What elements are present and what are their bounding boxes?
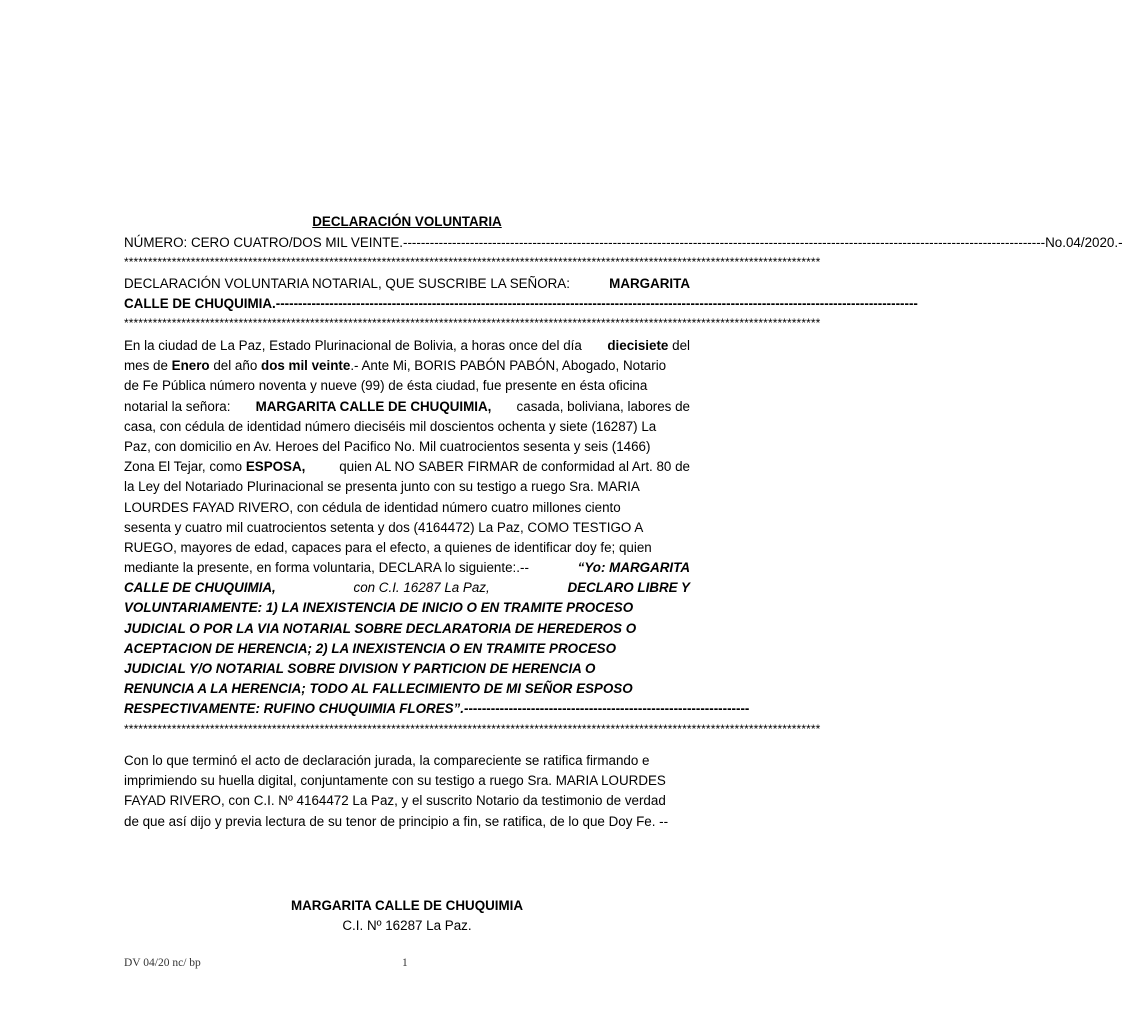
footer-reference: DV 04/20 nc/ bp xyxy=(124,957,201,969)
body-text: sesenta y cuatro mil cuatrocientos setenta y dos (4164472) La Paz, COMO TESTIGO A xyxy=(124,519,644,535)
declaration-line: ACEPTACION DE HERENCIA; 2) LA INEXISTENCIA O EN TRAMITE PROCESO xyxy=(124,640,617,656)
body-bold: ESPOSA, xyxy=(245,459,306,475)
stars-separator-3: ************************************************************************************************************************************************** xyxy=(124,721,821,736)
body-text: Zona El Tejar, como xyxy=(124,459,243,475)
body-line xyxy=(124,558,690,578)
body-line xyxy=(124,457,690,477)
signature-name: MARGARITA CALLE DE CHUQUIMIA xyxy=(290,898,524,913)
stars-separator-2: ************************************************************************************************************************************************** xyxy=(124,316,821,331)
body-text: la Ley del Notariado Plurinacional se presenta junto con su testigo a ruego Sra. MARIA xyxy=(124,479,640,495)
numero-block xyxy=(124,233,1123,271)
heading-name-2: CALLE DE CHUQUIMIA. xyxy=(124,296,276,312)
declaration-line: VOLUNTARIAMENTE: 1) LA INEXISTENCIA DE INICIO O EN TRAMITE PROCESO xyxy=(124,600,634,616)
body-text: casada, boliviana, labores de xyxy=(516,398,690,414)
body-bold: Enero xyxy=(171,358,210,374)
numero-ref: No.04/2020.- xyxy=(1045,235,1123,250)
body-bold: dos mil veinte xyxy=(261,358,351,374)
declaration-text: CALLE DE CHUQUIMIA, xyxy=(124,580,276,596)
body-line xyxy=(124,376,690,396)
body-text: mes de xyxy=(124,358,168,374)
heading-text: DECLARACIÓN VOLUNTARIA NOTARIAL, QUE SUSCRIBE LA SEÑORA: xyxy=(124,276,570,291)
body-text: LOURDES FAYAD RIVERO, con cédula de identidad número cuatro millones ciento xyxy=(124,499,621,515)
heading-block xyxy=(124,274,918,332)
body-line xyxy=(124,477,690,497)
closing-line: de que así dijo y previa lectura de su tenor de principio a fin, se ratifica, de lo que Doy Fe. -- xyxy=(124,813,669,829)
body-text: mediante la presente, en forma voluntaria, DECLARA lo siguiente:.-- xyxy=(124,560,529,576)
stars-separator-1: ************************************************************************************************************************************************** xyxy=(124,255,821,270)
declaration-text: DECLARO LIBRE Y xyxy=(567,580,690,596)
body-text: quien AL NO SABER FIRMAR de conformidad al Art. 80 de xyxy=(339,459,690,475)
signature-ci: C.I. Nº 16287 La Paz. xyxy=(342,918,472,933)
heading-dashes: ------------------------------------------------------------------------------------------------------------------------------------------------ xyxy=(275,296,918,312)
body-text: casa, con cédula de identidad número dieciséis mil doscientos ochenta y siete (16287) La xyxy=(124,418,657,434)
declaration-line: JUDICIAL O POR LA VIA NOTARIAL SOBRE DECLARATORIA DE HEREDEROS O xyxy=(124,620,637,636)
heading-line-1 xyxy=(124,274,690,294)
declaration-start: “Yo: MARGARITA xyxy=(577,560,690,576)
body-bold: diecisiete xyxy=(607,338,669,353)
body-text: .- Ante Mi, BORIS PABÓN PABÓN, Abogado, Notario xyxy=(350,358,667,374)
declaration-line: RESPECTIVAMENTE: RUFINO CHUQUIMIA FLORES”. ---------------------------------------------------------------- xyxy=(124,699,690,719)
document-title: DECLARACIÓN VOLUNTARIA xyxy=(312,214,502,229)
heading-name-1: MARGARITA xyxy=(609,276,690,291)
numero-line xyxy=(124,233,1123,253)
closing-paragraph xyxy=(124,751,690,832)
body-line xyxy=(124,578,690,598)
body-line xyxy=(124,356,690,376)
declaration-dashes: ---------------------------------------------------------------- xyxy=(463,701,750,717)
body-line xyxy=(124,417,690,437)
numero-text: NÚMERO: CERO CUATRO/DOS MIL VEINTE. xyxy=(124,235,403,250)
body-text: En la ciudad de La Paz, Estado Plurinacional de Bolivia, a horas once del día xyxy=(124,338,582,353)
body-paragraph xyxy=(124,336,821,738)
body-line xyxy=(124,437,690,457)
page-number: 1 xyxy=(402,957,408,969)
declaration-line: JUDICIAL Y/O NOTARIAL SOBRE DIVISION Y PARTICION DE HERENCIA O xyxy=(124,661,596,676)
body-text: del año xyxy=(213,358,258,374)
declaration-line: RENUNCIA A LA HERENCIA; TODO AL FALLECIMIENTO DE MI SEÑOR ESPOSO xyxy=(124,681,633,697)
body-line xyxy=(124,498,690,518)
body-text: del xyxy=(672,338,690,353)
body-text: notarial la señora: xyxy=(124,398,231,414)
body-line xyxy=(124,538,690,558)
closing-line: Con lo que terminó el acto de declaración jurada, la compareciente se ratifica firmando e xyxy=(124,753,650,768)
body-bold: MARGARITA CALLE DE CHUQUIMIA, xyxy=(255,398,492,414)
closing-line: FAYAD RIVERO, con C.I. Nº 4164472 La Paz, y el suscrito Notario da testimonio de verdad xyxy=(124,793,666,809)
body-line xyxy=(124,518,690,538)
numero-dashes: ------------------------------------------------------------------------------------------------------------------------------------------------ xyxy=(403,235,1046,250)
body-line xyxy=(124,397,690,417)
body-text: RUEGO, mayores de edad, capaces para el efecto, a quienes de identificar doy fe; quien xyxy=(124,539,652,555)
body-text: Paz, con domicilio en Av. Heroes del Pacifico No. Mil cuatrocientos sesenta y seis (1466) xyxy=(124,438,651,454)
declaration-ci: con C.I. 16287 La Paz, xyxy=(353,580,490,596)
body-line xyxy=(124,336,690,356)
closing-line: imprimiendo su huella digital, conjuntamente con su testigo a ruego Sra. MARIA LOURDES xyxy=(124,773,666,789)
body-text: de Fe Pública número noventa y nueve (99) de ésta ciudad, fue presente en ésta oficina xyxy=(124,378,648,394)
heading-line-2 xyxy=(124,294,918,314)
